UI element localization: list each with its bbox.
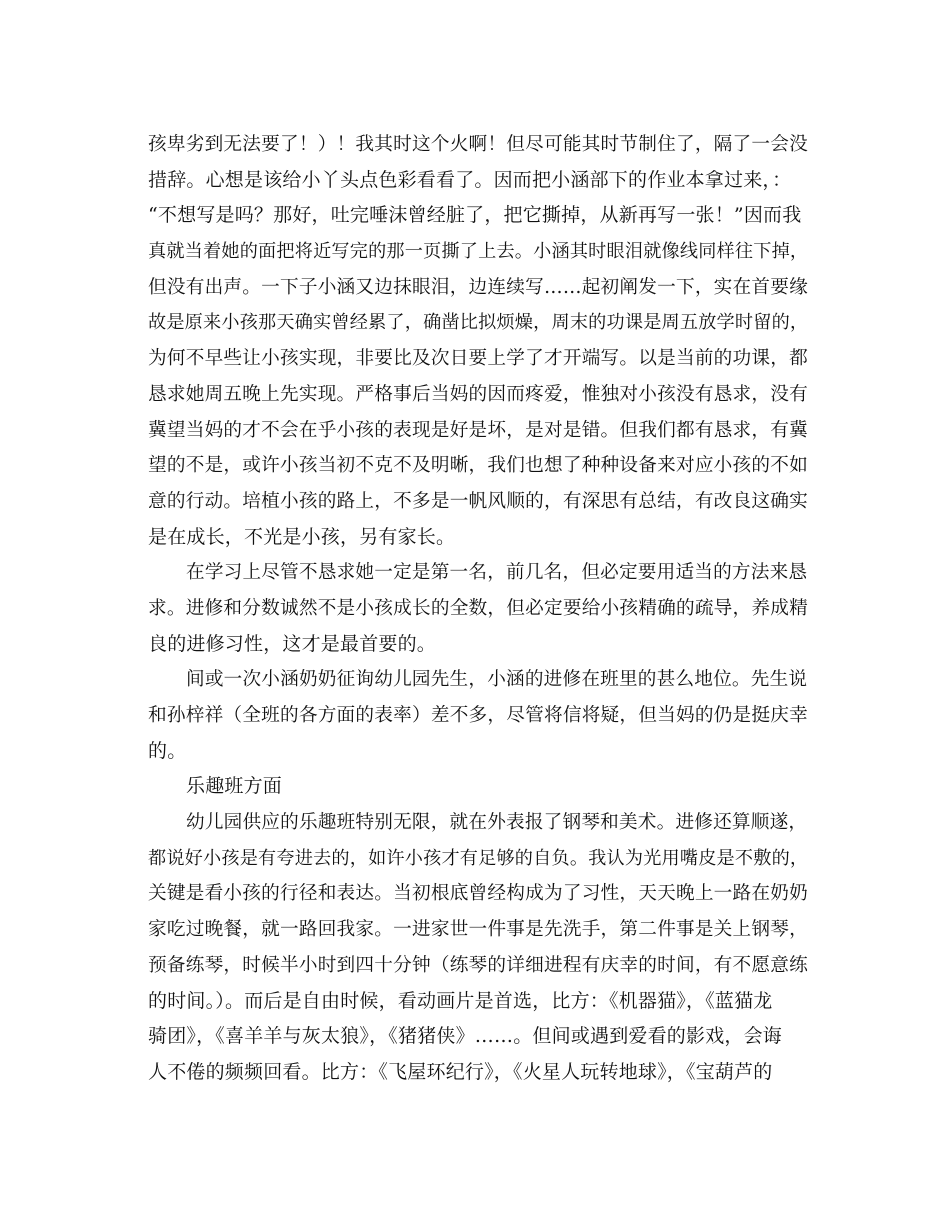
text-line: 的。 [148,739,187,762]
paragraph-start-line: 间或一次小涵奶奶征询幼儿园先生，小涵的进修在班里的甚么地位。先生说 [186,669,808,691]
text-line: 但没有出声。一下子小涵又边抹眼泪，边连续写……起初阐发一下，实在首要缘 [148,276,808,298]
text-line: 人不倦的频频回看。比方：《飞屋环纪行》，《火星人玩转地球》，《宝葫芦的 [148,1060,773,1083]
paragraph-start-line: 幼儿园供应的乐趣班特别无限，就在外表报了钢琴和美术。进修还算顺遂， [186,812,808,834]
text-line: 的时间。）。而后是自由时候，看动画片是首选，比方：《机器猫》，《蓝猫龙 [148,989,773,1012]
text-line: 良的进修习性，这才是最首要的。 [148,632,437,655]
text-line: 关键是看小孩的行径和表达。当初根底曾经构成为了习性，天天晚上一路在奶奶 [148,883,808,905]
text-line: 为何不早些让小孩实现，非要比及次日要上学了才开端写。以是当前的功课，都 [148,348,808,370]
text-line: 都说好小孩是有夸进去的，如许小孩才有足够的自负。我认为光用嘴皮是不敷的， [148,847,809,869]
text-line: 和孙梓祥（全班的各方面的表率）差不多，尽管将信将疑，但当妈的仍是挺庆幸 [148,705,808,726]
text-line: 望的不是，或许小孩当初不克不及明晰，我们也想了种种设备来对应小孩的不如 [148,455,808,477]
text-line: 求。进修和分数诚然不是小孩成长的全数，但必定要给小孩精确的疏导，养成精 [148,597,808,619]
text-line: 是在成长，不光是小孩，另有家长。 [148,525,456,548]
text-line: 家吃过晚餐，就一路回我家。一进家世一件事是先洗手，第二件事是关上钢琴， [148,919,808,941]
text-line: 故是原来小孩那天确实曾经累了，确凿比拟烦燥，周末的功课是周五放学时留的， [148,312,809,334]
text-line: 孩卑劣到无法要了！）！我其时这个火啊！但尽可能其时节制住了，隔了一会没 [148,134,808,155]
text-line: “不想写是吗？那好，吐完唾沫曾经脏了，把它撕掉，从新再写一张！”因而我 [148,204,802,227]
text-line: 冀望当妈的才不会在乎小孩的表现是好是坏，是对是错。但我们都有恳求，有冀 [148,419,808,441]
text-line: 骑团》，《喜羊羊与灰太狼》，《猪猪侠》……。但间或遇到爱看的影戏，会诲 [148,1025,783,1048]
document-body [148,127,808,1091]
text-line: 意的行动。培植小孩的路上，不多是一帆风顺的，有深思有总结，有改良这确实 [148,490,808,512]
text-line: 真就当着她的面把将近写完的那一页撕了上去。小涵其时眼泪就像线同样往下掉， [148,241,809,263]
text-line: 恳求她周五晚上先实现。严格事后当妈的因而疼爱，惟独对小孩没有恳求，没有 [148,383,808,405]
paragraph-start-line: 在学习上尽管不恳求她一定是第一名，前几名，但必定要用适当的方法来恳 [186,562,808,584]
text-line: 预备练琴，时候半小时到四十分钟（练琴的详细进程有庆幸的时间，有不愿意练 [148,954,808,976]
text-line: 措辞。心想是该给小丫头点色彩看看了。因而把小涵部下的作业本拿过来，： [148,168,792,191]
section-heading: 乐趣班方面 [186,775,283,798]
